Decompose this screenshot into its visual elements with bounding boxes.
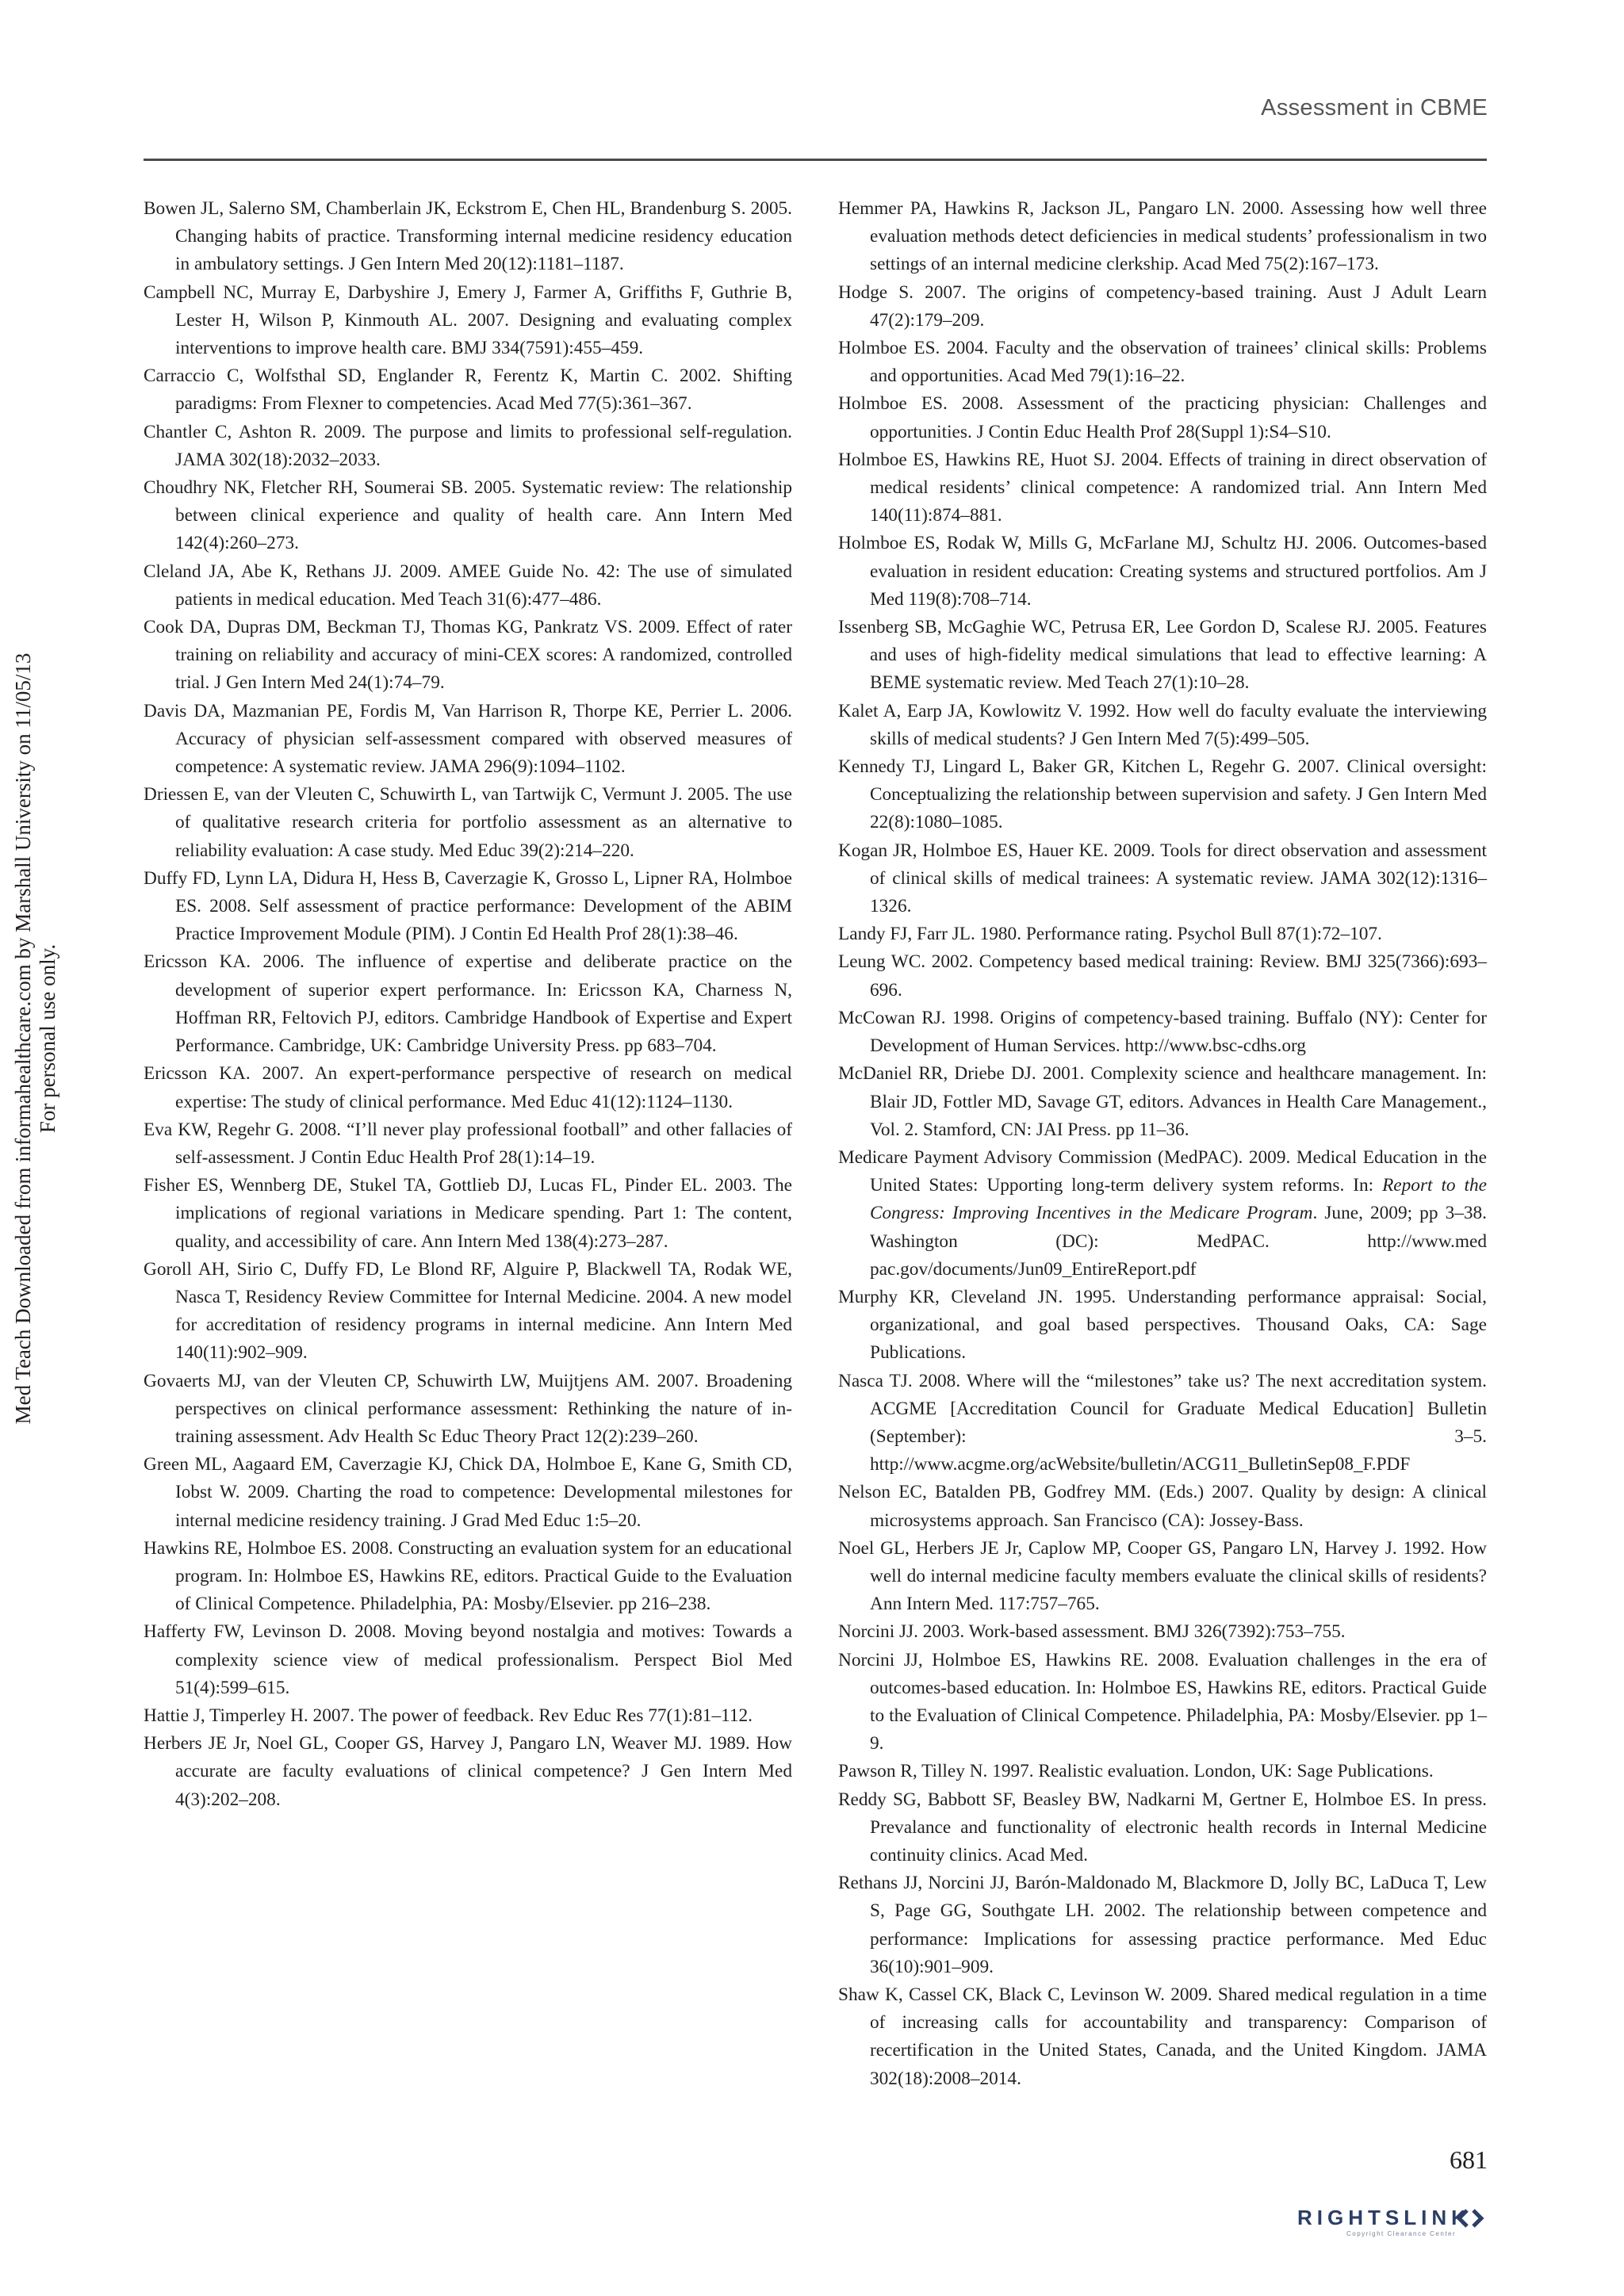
reference-entry: Campbell NC, Murray E, Darbyshire J, Emery J, Farmer A, Griffiths F, Guthrie B, Lester H, Wilson P, Kinmouth AL. 2007. Designing and evaluating complex interventions to improve health care. BMJ 334(7591):455–459. (144, 281, 792, 359)
reference-entry: Bowen JL, Salerno SM, Chamberlain JK, Eckstrom E, Chen HL, Brandenburg S. 2005. Changing habits of practice. Transforming internal medicine residency education in ambulatory settings. J Gen Intern Med 20(12):1181–1187. (144, 198, 792, 275)
reference-entry: Norcini JJ. 2003. Work-based assessment. BMJ 326(7392):753–755. (838, 1621, 1346, 1643)
reference-entry: McCowan RJ. 1998. Origins of competency-based training. Buffalo (NY): Center for Development of Human Services. http://www.bsc-cdhs.org (838, 1007, 1487, 1057)
rightslink-logo[interactable] (1297, 2201, 1488, 2242)
reference-entry: Ericsson KA. 2007. An expert-performance perspective of research on medical expertise: The study of clinical performance. Med Educ 41(12):1124–1130. (144, 1063, 792, 1112)
reference-entry: Reddy SG, Babbott SF, Beasley BW, Nadkarni M, Gertner E, Holmboe ES. In press. Prevalance and functionality of electronic health records in Internal Medicine continuity clinics. Acad Med. (838, 1789, 1487, 1866)
reference-entry: Kogan JR, Holmboe ES, Hauer KE. 2009. Tools for direct observation and assessment of clinical skills of medical trainees: A systematic review. JAMA 302(12):1316–1326. (838, 840, 1487, 917)
reference-entry: Nelson EC, Batalden PB, Godfrey MM. (Eds.) 2007. Quality by design: A clinical microsystems approach. San Francisco (CA): Jossey-Bass. (838, 1482, 1487, 1531)
reference-entry: Duffy FD, Lynn LA, Didura H, Hess B, Caverzagie K, Grosso L, Lipner RA, Holmboe ES. 2008. Self assessment of practice performance: Development of the ABIM Practice Improvement Module (PIM). J Contin Ed Health Prof 28(1):38–46. (144, 867, 792, 945)
reference-entry: Issenberg SB, McGaghie WC, Petrusa ER, Lee Gordon D, Scalese RJ. 2005. Features and uses of high-fidelity medical simulations that lead to effective learning: A BEME systematic review. Med Teach 27(1):10–28. (838, 617, 1487, 694)
reference-entry: Carraccio C, Wolfsthal SD, Englander R, Ferentz K, Martin C. 2002. Shifting paradigms: From Flexner to competencies. Acad Med 77(5):361–367. (144, 365, 792, 415)
reference-entry: Norcini JJ, Holmboe ES, Hawkins RE. 2008. Evaluation challenges in the era of outcomes-based education. In: Holmboe ES, Hawkins RE, editors. Practical Guide to the Evaluation of Clinical Competence. Philadelphia, PA: Mosby/Elsevier. pp 1–9. (838, 1649, 1487, 1755)
reference-entry: Rethans JJ, Norcini JJ, Barón-Maldonado M, Blackmore D, Jolly BC, LaDuca T, Lew S, Page GG, Southgate LH. 2002. The relationship between competence and performance: Implications for assessing practice performance. Med Educ 36(10):901–909. (838, 1873, 1487, 1977)
reference-entry: Holmboe ES, Hawkins RE, Huot SJ. 2004. Effects of training in direct observation of medical residents’ clinical competence: A randomized trial. Ann Intern Med 140(11):874–881. (838, 449, 1487, 526)
reference-entry: Kalet A, Earp JA, Kowlowitz V. 1992. How well do faculty evaluate the interviewing skills of medical students? J Gen Intern Med 7(5):499–505. (838, 700, 1487, 749)
page-number: 681 (1450, 2145, 1488, 2174)
reference-text: . June, 2009; pp 3–38. Washington (DC): MedPAC. http://www.med pac.gov/documents/Jun09_EntireReport.pdf (870, 1203, 1487, 1280)
reference-entry: Hafferty FW, Levinson D. 2008. Moving beyond nostalgia and motives: Towards a complexity science view of medical professionalism. Perspect Biol Med 51(4):599–615. (144, 1621, 792, 1698)
reference-entry: Hodge S. 2007. The origins of competency-based training. Aust J Adult Learn 47(2):179–209. (838, 281, 1487, 331)
reference-entry: Holmboe ES. 2008. Assessment of the practicing physician: Challenges and opportunities. J Contin Educ Health Prof 28(Suppl 1):S4–S10. (838, 393, 1487, 442)
reference-entry: Eva KW, Regehr G. 2008. “I’ll never play professional football” and other fallacies of self-assessment. J Contin Educ Health Prof 28(1):14–19. (144, 1119, 792, 1168)
reference-entry: McDaniel RR, Driebe DJ. 2001. Complexity science and healthcare management. In: Blair JD, Fottler MD, Savage GT, editors. Advances in Health Care Management., Vol. 2. Stamford, CN: JAI Press. pp 11–36. (838, 1063, 1487, 1140)
reference-column-left (144, 195, 792, 1814)
reference-entry: Hemmer PA, Hawkins R, Jackson JL, Pangaro LN. 2000. Assessing how well three evaluation methods detect deficiencies in medical students’ professionalism in two settings of an internal medicine clerkship. Acad Med 75(2):167–173. (838, 198, 1487, 275)
reference-entry: Landy FJ, Farr JL. 1980. Performance rating. Psychol Bull 87(1):72–107. (838, 924, 1382, 945)
reference-entry: Govaerts MJ, van der Vleuten CP, Schuwirth LW, Muijtjens AM. 2007. Broadening perspectives on clinical performance assessment: Rethinking the nature of in-training assessment. Adv Health Sc Educ Theory Pract 12(2):239–260. (144, 1370, 792, 1447)
rightslink-logo-text: RIGHTSLINK (1297, 2206, 1471, 2229)
reference-entry: Cook DA, Dupras DM, Beckman TJ, Thomas KG, Pankratz VS. 2009. Effect of rater training on reliability and accuracy of mini-CEX scores: A randomized, controlled trial. J Gen Intern Med 24(1):74–79. (144, 617, 792, 694)
reference-entry: Chantler C, Ashton R. 2009. The purpose and limits to professional self-regulation. JAMA 302(18):2032–2033. (144, 421, 792, 470)
reference-text: Medicare Payment Advisory Commission (MedPAC). 2009. Medical Education in the United States: Upporting long-term delivery system reforms. In: (838, 1146, 1487, 1196)
reference-entry: Leung WC. 2002. Competency based medical training: Review. BMJ 325(7366):693–696. (838, 951, 1487, 1001)
reference-entry: Ericsson KA. 2006. The influence of expertise and deliberate practice on the development of superior expert performance. In: Ericsson KA, Charness N, Hoffman RR, Feltovich PJ, editors. Cambridge Handbook of Expertise and Expert Performance. Cambridge, UK: Cambridge University Press. pp 683–704. (144, 951, 792, 1057)
running-title: Assessment in CBME (1261, 95, 1488, 121)
reference-entry: Fisher ES, Wennberg DE, Stukel TA, Gottlieb DJ, Lucas FL, Pinder EL. 2003. The implications of regional variations in Medicare spending. Part 1: The content, quality, and accessibility of care. Ann Intern Med 138(4):273–287. (144, 1175, 792, 1252)
reference-entry: Hawkins RE, Holmboe ES. 2008. Constructing an evaluation system for an educational program. In: Holmboe ES, Hawkins RE, editors. Practical Guide to the Evaluation of Clinical Competence. Philadelphia, PA: Mosby/Elsevier. pp 216–238. (144, 1537, 792, 1615)
reference-entry: Pawson R, Tilley N. 1997. Realistic evaluation. London, UK: Sage Publications. (838, 1761, 1434, 1782)
reference-entry: Noel GL, Herbers JE Jr, Caplow MP, Cooper GS, Pangaro LN, Harvey J. 1992. How well do internal medicine faculty members evaluate the clinical skills of residents? Ann Intern Med. 117:757–765. (838, 1537, 1487, 1615)
reference-entry (838, 1144, 1487, 1284)
reference-entry: Choudhry NK, Fletcher RH, Soumerai SB. 2005. Systematic review: The relationship between clinical experience and quality of health care. Ann Intern Med 142(4):260–273. (144, 477, 792, 554)
reference-entry: Nasca TJ. 2008. Where will the “milestones” take us? The next accreditation system. ACGME [Accreditation Council for Graduate Medical Education] Bulletin (September): 3–5. http://www.acgme.org/acWebsite/bulletin/ACG11_BulletinSep08_F.PDF (838, 1370, 1487, 1475)
watermark-line-1: Med Teach Downloaded from informahealthcare.com by Marshall University on 11/05/13 (11, 652, 35, 1425)
reference-entry: Cleland JA, Abe K, Rethans JJ. 2009. AMEE Guide No. 42: The use of simulated patients in medical education. Med Teach 31(6):477–486. (144, 561, 792, 610)
reference-entry: Green ML, Aagaard EM, Caverzagie KJ, Chick DA, Holmboe E, Kane G, Smith CD, Iobst W. 2009. Charting the road to competence: Developmental milestones for internal medicine residency training. J Grad Med Educ 1:5–20. (144, 1454, 792, 1531)
rightslink-logo-subtitle: Copyright Clearance Center (1346, 2230, 1457, 2237)
reference-entry: Goroll AH, Sirio C, Duffy FD, Le Blond RF, Alguire P, Blackwell TA, Rodak WE, Nasca T, Residency Review Committee for Internal Medicine. 2004. A new model for accreditation of residency programs in internal medicine. Ann Intern Med 140(11):902–909. (144, 1258, 792, 1364)
reference-entry: Herbers JE Jr, Noel GL, Cooper GS, Harvey J, Pangaro LN, Weaver MJ. 1989. How accurate are faculty evaluations of clinical competence? J Gen Intern Med 4(3):202–208. (144, 1733, 792, 1810)
reference-entry: Murphy KR, Cleveland JN. 1995. Understanding performance appraisal: Social, organizational, and goal based perspectives. Thousand Oaks, CA: Sage Publications. (838, 1286, 1487, 1364)
reference-entry: Hattie J, Timperley H. 2007. The power of feedback. Rev Educ Res 77(1):81–112. (144, 1705, 753, 1726)
reference-italic-title: Report to the Congress: Improving Incentives in the Medicare Program (870, 1175, 1487, 1224)
reference-entry: Davis DA, Mazmanian PE, Fordis M, Van Harrison R, Thorpe KE, Perrier L. 2006. Accuracy of physician self-assessment compared with observed measures of competence: A systematic review. JAMA 296(9):1094–1102. (144, 700, 792, 778)
reference-entry: Shaw K, Cassel CK, Black C, Levinson W. 2009. Shared medical regulation in a time of increasing calls for accountability and transparency: Comparison of recertification in the United States, Canada, and the United Kingdom. JAMA 302(18):2008–2014. (838, 1984, 1487, 2089)
logo-chevron-icon (1473, 2210, 1481, 2226)
reference-entry: Holmboe ES, Rodak W, Mills G, McFarlane MJ, Schultz HJ. 2006. Outcomes-based evaluation in resident education: Creating systems and structured portfolios. Am J Med 119(8):708–714. (838, 533, 1487, 610)
reference-entry: Holmboe ES. 2004. Faculty and the observation of trainees’ clinical skills: Problems and opportunities. Acad Med 79(1):16–22. (838, 338, 1487, 387)
watermark-line-2: For personal use only. (36, 943, 59, 1134)
header-rule (144, 159, 1487, 161)
reference-entry: Kennedy TJ, Lingard L, Baker GR, Kitchen L, Regehr G. 2007. Clinical oversight: Conceptualizing the relationship between supervision and safety. J Gen Intern Med 22(8):1080–1085. (838, 756, 1487, 833)
reference-entry: Driessen E, van der Vleuten C, Schuwirth L, van Tartwijk C, Vermunt J. 2005. The use of qualitative research criteria for portfolio assessment as an alternative to reliability evaluation: A case study. Med Educ 39(2):214–220. (144, 784, 792, 861)
reference-column-right (838, 195, 1487, 2093)
